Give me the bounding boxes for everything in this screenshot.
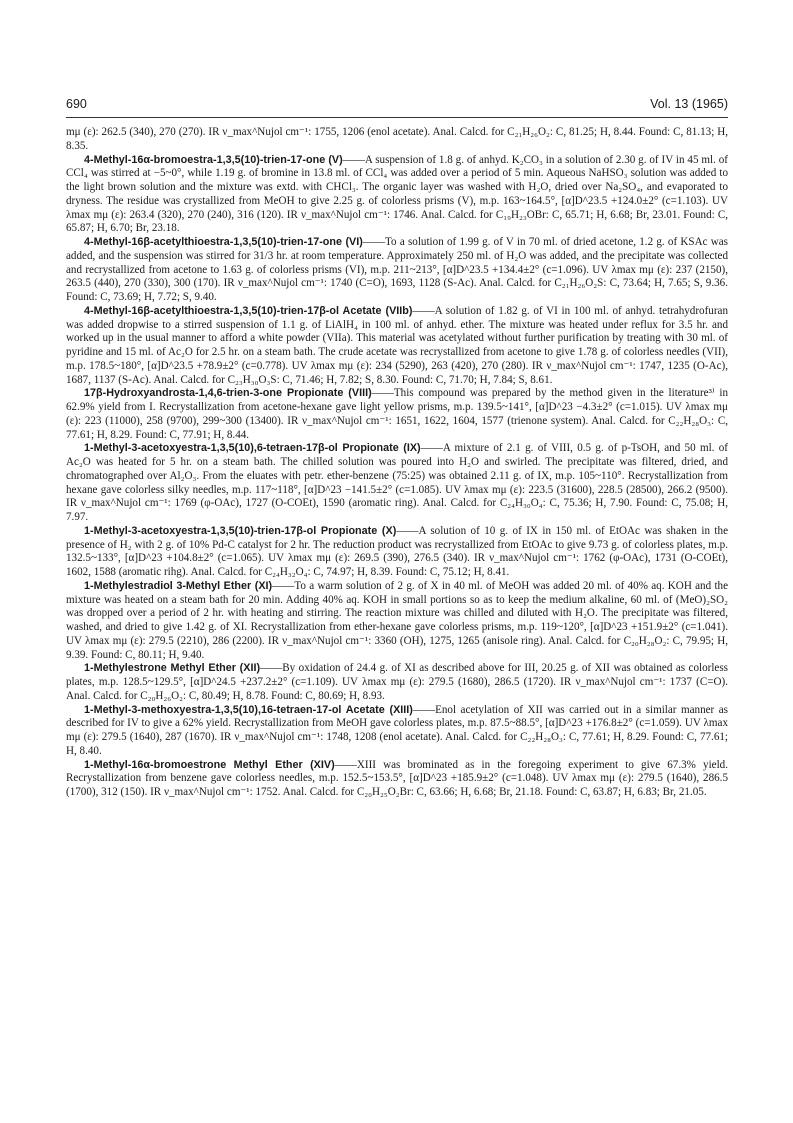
paragraph-text: ——A suspension of 1.8 g. of anhyd. K₂CO₃ in a solution of 2.30 g. of IV in 45 ml. of CCl₄ was stirred at −5~0°, while 1.19 g. of bromine in 13.8 ml. of CCl₄ was added over a period of 5 min. Aqueous NaHSO₃ solution was added to the light brown solution and the mixture was extd. with CHCl₃. The organic layer was washed with H₂O, dried over Na₂SO₄, and evaporated to dryness. The residue was crystallized from MeOH to give 2.25 g. of colorless prisms (V), m.p. 163~164.5°, [α]D^23.5 +124.0±2° (c=1.103). UV λmax mμ (ε): 263.4 (320), 270 (240), 316 (120). IR ν_max^Nujol cm⁻¹: 1746. Anal. Calcd. for C₁₉H₂₃OBr: C, 65.71; H, 6.68; Br, 23.01. Found: C, 65.87; H, 6.70; Br, 23.18. — [66, 153, 728, 235]
paragraph-text: ——This compound was prepared by the method given in the literature³⁾ in 62.9% yield from I. Recrystallization from acetone-hexane gave light yellow prisms, m.p. 139.5~141°, [α]D^23 −4.3±2° (c=1.015). UV λmax mμ (ε): 223 (11000), 258 (9700), 299~300 (13400). IR ν_max^Nujol cm⁻¹: 1651, 1622, 1604, 1577 (trienone system). Anal. Calcd. for C₂₂H₂₈O₃: C, 77.61; H, 8.29. Found: C, 77.91; H, 8.44. — [66, 387, 728, 441]
paragraph-text: ——To a solution of 1.99 g. of V in 70 ml. of dried acetone, 1.2 g. of KSAc was added, and the suspension was stirred for 31/3 hr. at room temperature. Approximately 250 ml. of H₂O was added, and the precipitate was collected and recrystallized from acetone to 1.63 g. of colorless prisms (VI), m.p. 211~213°, [α]D^23.5 +134.4±2° (c=1.096). UV λmax mμ (ε): 237 (2150), 263.5 (440), 270 (330), 300 (170). IR ν_max^Nujol cm⁻¹: 1740 (C=O), 1693, 1128 (S-Ac). Anal. Calcd. for C₂₁H₂₆O₂S: C, 73.64; H, 7.65; S, 9.36. Found: C, 73.69; H, 7.72; S, 9.40. — [66, 236, 728, 303]
compound-viii-paragraph — [66, 387, 728, 442]
compound-heading: 4-Methyl-16α-bromoestra-1,3,5(10)-trien-17-one (V) — [84, 153, 343, 166]
compound-ix-paragraph — [66, 442, 728, 525]
continued-paragraph — [66, 126, 728, 154]
paragraph-text: ——A solution of 10 g. of IX in 150 ml. of EtOAc was shaken in the presence of H₂ with 2 g. of 10% Pd-C catalyst for 2 hr. The reduction product was recrystallized from EtOAc to give 9.73 g. of colorless plates, m.p. 132.5~133°, [α]D^23 +104.8±2° (c=1.065). UV λmax mμ (ε): 269.5 (390), 276.5 (340). IR ν_max^Nujol cm⁻¹: 1762 (φ-OAc), 1731 (O-COEt), 1602, 1588 (aromatic rihg). Anal. Calcd. for C₂₄H₃₂O₄: C, 74.97; H, 8.39. Found: C, 75.12; H, 8.41. — [66, 524, 728, 578]
compound-viib-paragraph — [66, 305, 728, 388]
compound-heading: 1-Methylestrone Methyl Ether (XII) — [84, 662, 261, 675]
page-header — [66, 97, 728, 113]
experimental-text — [66, 126, 728, 800]
page-number: 690 — [66, 97, 87, 111]
compound-heading: 1-Methyl-16α-bromoestrone Methyl Ether (XIV) — [84, 758, 335, 771]
compound-xii-paragraph — [66, 662, 728, 703]
compound-heading: 1-Methyl-3-methoxyestra-1,3,5(10),16-tetraen-17-ol Acetate (XIII) — [84, 703, 413, 716]
compound-xiv-paragraph — [66, 759, 728, 800]
header-rule — [66, 117, 728, 118]
compound-v-paragraph — [66, 154, 728, 237]
volume-label: Vol. 13 (1965) — [650, 97, 728, 111]
compound-heading: 4-Methyl-16β-acetylthioestra-1,3,5(10)-trien-17β-ol Acetate (VIIb) — [84, 304, 413, 317]
paragraph-text: ——A solution of 1.82 g. of VI in 100 ml. of anhyd. tetrahydrofuran was added dropwise to a stirred suspension of 1.1 g. of LiAlH₄ in 100 ml. of anhyd. ether. The mixture was heated under reflux for 3.5 hr. and worked up in the usual manner to afford a white powder (VIIa). This material was acetylated without further purification by treating with 30 ml. of pyridine and 15 ml. of Ac₂O for 2.5 hr. on a steam bath. The crude acetate was recrystallized from acetone to give 1.78 g. of colorless needles (VII), m.p. 178.5~180°, [α]D^23.5 +78.9±2° (c=0.778). UV λmax mμ (ε): 234 (5290), 263 (420), 270 (280). IR ν_max^Nujol cm⁻¹: 1747, 1235 (O-Ac), 1687, 1137 (S-Ac). Anal. Calcd. for C₂₃H₃₀O₃S: C, 71.46; H, 7.82; S, 8.30. Found: C, 71.70; H, 7.84; S, 8.61. — [66, 304, 729, 386]
compound-x-paragraph — [66, 525, 728, 580]
compound-vi-paragraph — [66, 236, 728, 305]
paragraph-text: ——By oxidation of 24.4 g. of XI as described above for III, 20.25 g. of XII was obtained as colorless plates, m.p. 128.5~129.5°, [α]D^24.5 +237.2±2° (c=1.109). UV λmax mμ (ε): 279.5 (1680), 286.5 (1720). IR ν_max^Nujol cm⁻¹: 1737 (C=O). Anal. Calcd. for C₂₀H₂₆O₂: C, 80.49; H, 8.78. Found: C, 80.69; H, 8.93. — [66, 662, 728, 702]
compound-heading: 4-Methyl-16β-acetylthioestra-1,3,5(10)-trien-17-one (VI) — [84, 236, 363, 248]
compound-heading: 17β-Hydroxyandrosta-1,4,6-trien-3-one Propionate (VIII) — [84, 387, 372, 400]
paragraph-text: mμ (ε): 262.5 (340), 270 (270). IR ν_max^Nujol cm⁻¹: 1755, 1206 (enol acetate). Anal. Calcd. for C₂₁H₂₆O₂: C, 81.25; H, 8.44. Found: C, 81.13; H, 8.35. — [66, 126, 728, 152]
paragraph-text: ——A mixture of 2.1 g. of VIII, 0.5 g. of p-TsOH, and 50 ml. of Ac₂O was heated for 5 hr. on a steam bath. The chilled solution was poured into H₂O and swirled. The precipitate was filtered, dried, and chromatographed over Al₂O₃. From the eluates with petr. ether-benzene (75:25) was obtained 2.11 g. of IX, m.p. 105~110°. Recrystallization from hexane gave colorless silky needles, m.p. 117~118°, [α]D^23 −141.5±2° (c=1.085). UV λmax mμ (ε): 223.5 (31600), 228.5 (28500), 266.2 (9500). IR ν_max^Nujol cm⁻¹: 1769 (φ-OAc), 1727 (O-COEt), 1590 (aromatic ring). Anal. Calcd. for C₂₄H₃₀O₄: C, 75.36; H, 7.90. Found: C, 75.08; H, 7.97. — [66, 442, 728, 523]
compound-heading: 1-Methyl-3-acetoxyestra-1,3,5(10),6-tetraen-17β-ol Propionate (IX) — [84, 442, 421, 455]
compound-heading: 1-Methylestradiol 3-Methyl Ether (XI) — [84, 579, 273, 592]
compound-xiii-paragraph — [66, 704, 728, 759]
paragraph-text: ——XIII was brominated as in the foregoing experiment to give 67.3% yield. Recrystallization from benzene gave colorless needles, m.p. 152.5~153.5°, [α]D^23 +185.9±2° (c=1.048). UV λmax mμ (ε): 279.5 (1640), 286.5 (1700), 312 (150). IR ν_max^Nujol cm⁻¹: 1752. Anal. Calcd. for C₂₀H₂₅O₂Br: C, 63.66; H, 6.68; Br, 21.18. Found: C, 63.87; H, 6.83; Br, 21.05. — [66, 758, 728, 798]
compound-xi-paragraph — [66, 580, 728, 663]
compound-heading: 1-Methyl-3-acetoxyestra-1,3,5(10)-trien-17β-ol Propionate (X) — [84, 524, 397, 537]
paragraph-text: ——Enol acetylation of XII was carried out in a similar manner as described for IV to give a 62% yield. Recrystallization from MeOH gave colorless plates, m.p. 87.5~88.5°, [α]D^23 +176.8±2° (c=1.059). UV λmax mμ (ε): 279.5 (1640), 287 (1670). IR ν_max^Nujol cm⁻¹: 1748, 1208 (enol acetate). Anal. Calcd. for C₂₂H₂₈O₃: C, 77.61; H, 8.29. Found: C, 77.61; H, 8.40. — [66, 703, 728, 757]
paragraph-text: ——To a warm solution of 2 g. of X in 40 ml. of MeOH was added 20 ml. of 40% aq. KOH and the mixture was heated on a steam bath for 20 min. Adding 40% aq. KOH in small portions so as to keep the medium alkaline, 60 ml. of (MeO)₂SO₂ was dropped over a period of 2 hr. with heating and stirring. The reaction mixture was chilled and diluted with H₂O. The precipitate was filtered, washed, and dried to give 1.42 g. of XI. Recrystallization from ether-hexane gave colorless prisms, m.p. 119~120°, [α]D^23 +151.9±2° (c=1.041). UV λmax mμ (ε): 279.5 (2210), 286 (2200). IR ν_max^Nujol cm⁻¹: 3360 (OH), 1275, 1265 (anisole ring). Anal. Calcd. for C₂₀H₂₈O₂: C, 79.95; H, 9.39. Found: C, 80.11; H, 9.40. — [66, 579, 728, 661]
